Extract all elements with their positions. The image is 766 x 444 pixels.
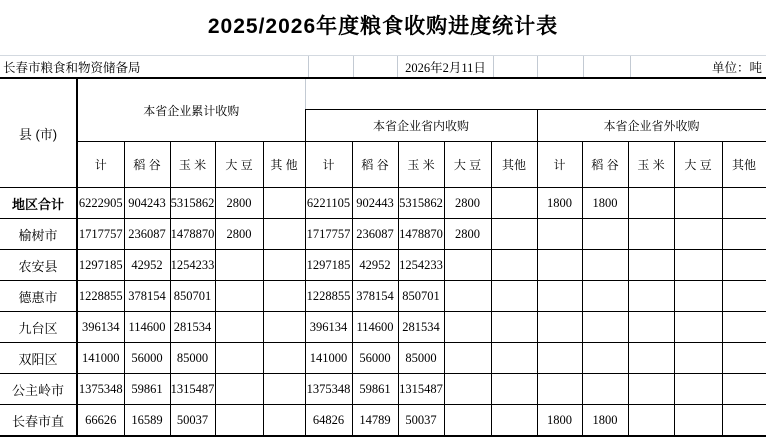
data-cell [582,281,628,312]
org-name: 长春市粮食和物资储备局 [3,60,141,75]
page-title: 2025/2026年度粮食收购进度统计表 [207,15,559,38]
data-cell [491,312,537,343]
data-cell [491,343,537,374]
data-cell [674,188,722,219]
data-cell: 396134 [305,312,352,343]
data-cell: 114600 [124,312,170,343]
data-cell [722,374,766,405]
data-cell [537,312,582,343]
col-header: 稻 谷 [582,142,628,188]
col-header: 计 [77,142,124,188]
data-cell [491,219,537,250]
data-cell [444,281,491,312]
data-cell [674,250,722,281]
data-cell [491,188,537,219]
data-cell [628,188,674,219]
data-cell [628,405,674,437]
data-cell [722,250,766,281]
data-cell: 14789 [352,405,398,437]
col-header: 稻 谷 [124,142,170,188]
county-column-header: 县 (市) [0,78,77,188]
col-header: 玉 米 [628,142,674,188]
data-cell: 1315487 [398,374,444,405]
row-label: 公主岭市 [0,374,77,405]
data-cell [582,250,628,281]
data-cell [215,250,263,281]
data-cell [628,250,674,281]
col-header: 计 [305,142,352,188]
data-cell: 281534 [398,312,444,343]
data-cell: 1375348 [77,374,124,405]
data-cell [263,343,305,374]
data-cell: 378154 [352,281,398,312]
data-cell [628,281,674,312]
data-cell: 42952 [124,250,170,281]
data-cell: 2800 [444,188,491,219]
data-cell: 56000 [124,343,170,374]
row-label: 双阳区 [0,343,77,374]
row-label: 地区合计 [0,188,77,219]
col-header: 玉 米 [398,142,444,188]
data-cell [628,374,674,405]
data-cell: 396134 [77,312,124,343]
data-cell: 1717757 [77,219,124,250]
data-cell [628,219,674,250]
col-header: 其 他 [263,142,305,188]
row-label: 九台区 [0,312,77,343]
data-cell [444,374,491,405]
row-label: 榆树市 [0,219,77,250]
data-cell: 114600 [352,312,398,343]
data-cell [263,219,305,250]
data-cell [263,281,305,312]
data-cell: 85000 [398,343,444,374]
data-cell: 42952 [352,250,398,281]
data-cell: 2800 [444,219,491,250]
stats-table [0,77,766,437]
data-cell [722,219,766,250]
data-cell: 1800 [582,188,628,219]
data-cell [628,343,674,374]
data-cell: 59861 [124,374,170,405]
row-label: 德惠市 [0,281,77,312]
data-cell: 1228855 [305,281,352,312]
data-cell [444,343,491,374]
data-cell [263,374,305,405]
data-cell: 2800 [215,188,263,219]
data-cell [674,281,722,312]
data-cell: 1297185 [305,250,352,281]
data-cell [537,343,582,374]
empty-cell [493,56,537,77]
data-cell [674,312,722,343]
data-cell: 902443 [352,188,398,219]
col-header: 计 [537,142,582,188]
report-date: 2026年2月11日 [397,56,493,77]
data-cell: 1254233 [170,250,215,281]
col-header: 稻 谷 [352,142,398,188]
data-cell [674,219,722,250]
data-cell [263,312,305,343]
empty-cell [583,56,630,77]
data-cell [215,405,263,437]
data-cell [491,374,537,405]
data-cell: 236087 [124,219,170,250]
data-cell [722,343,766,374]
data-cell [537,281,582,312]
empty-cell [537,56,583,77]
row-label: 农安县 [0,250,77,281]
data-cell: 1800 [537,405,582,437]
data-cell: 1800 [537,188,582,219]
data-cell [215,281,263,312]
data-cell: 1254233 [398,250,444,281]
data-cell: 64826 [305,405,352,437]
data-cell [722,281,766,312]
data-cell: 2800 [215,219,263,250]
data-cell [215,343,263,374]
data-cell: 1800 [582,405,628,437]
data-cell [263,405,305,437]
data-cell [582,219,628,250]
data-cell: 1478870 [398,219,444,250]
data-cell [263,188,305,219]
empty-cell [305,78,766,110]
data-cell [537,219,582,250]
data-cell: 66626 [77,405,124,437]
data-cell: 850701 [398,281,444,312]
col-header: 大 豆 [215,142,263,188]
data-cell: 378154 [124,281,170,312]
data-cell: 6221105 [305,188,352,219]
data-cell: 1228855 [77,281,124,312]
col-header: 大 豆 [674,142,722,188]
group-header-in-province: 本省企业省内收购 [305,110,537,142]
data-cell [491,281,537,312]
data-cell [674,374,722,405]
data-cell [722,405,766,437]
data-cell: 1717757 [305,219,352,250]
data-cell: 1478870 [170,219,215,250]
data-cell [444,250,491,281]
data-cell: 5315862 [398,188,444,219]
data-cell [263,250,305,281]
data-cell: 59861 [352,374,398,405]
data-cell [491,405,537,437]
data-cell [628,312,674,343]
data-cell [444,405,491,437]
data-cell: 281534 [170,312,215,343]
data-cell: 904243 [124,188,170,219]
col-header: 其他 [722,142,766,188]
info-bar [0,55,766,77]
data-cell [582,312,628,343]
data-cell: 5315862 [170,188,215,219]
data-cell [674,405,722,437]
data-cell: 50037 [170,405,215,437]
unit-label: 单位：吨 [630,56,766,77]
data-cell [215,374,263,405]
data-cell: 1297185 [77,250,124,281]
data-cell: 16589 [124,405,170,437]
data-cell: 141000 [305,343,352,374]
data-cell [491,250,537,281]
group-header-out-province: 本省企业省外收购 [537,110,766,142]
data-cell: 56000 [352,343,398,374]
data-cell: 1315487 [170,374,215,405]
data-cell [582,374,628,405]
data-cell [582,343,628,374]
data-cell [722,188,766,219]
col-header: 大 豆 [444,142,491,188]
data-cell [537,374,582,405]
group-header-cumulative: 本省企业累计收购 [77,78,305,142]
empty-cell [308,56,353,77]
data-cell [215,312,263,343]
data-cell [722,312,766,343]
row-label: 长春市直 [0,405,77,437]
data-cell: 85000 [170,343,215,374]
data-cell: 141000 [77,343,124,374]
data-cell: 850701 [170,281,215,312]
data-cell [444,312,491,343]
data-cell: 50037 [398,405,444,437]
data-cell [537,250,582,281]
data-cell: 6222905 [77,188,124,219]
col-header: 玉 米 [170,142,215,188]
data-cell [674,343,722,374]
data-cell: 236087 [352,219,398,250]
empty-cell [353,56,397,77]
data-cell: 1375348 [305,374,352,405]
col-header: 其他 [491,142,537,188]
